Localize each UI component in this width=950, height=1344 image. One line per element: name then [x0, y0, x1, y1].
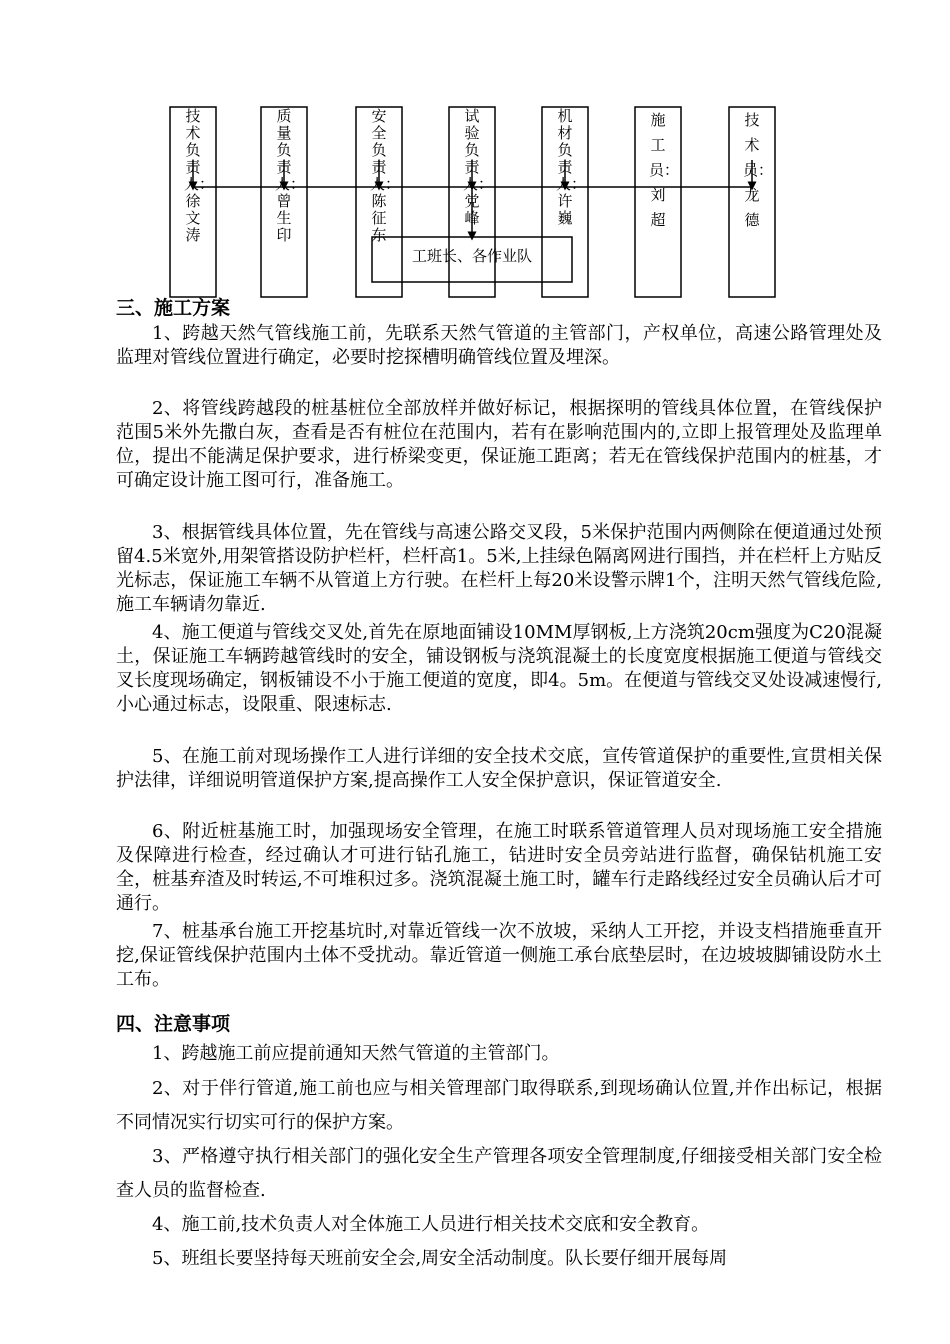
- org-col-name: 党峰: [464, 192, 480, 227]
- org-col-3: 安全负责人：陈征东: [370, 107, 401, 244]
- paragraph: 1、跨越天然气管线施工前，先联系天然气管道的主管部门，产权单位，高速公路管理处及监理对管线位置进行确定，必要时挖探槽明确管线位置及埋深。: [116, 323, 882, 368]
- org-col-5: 机材负责人：许巍: [556, 107, 587, 227]
- paragraph: 7、桩基承台施工开挖基坑时,对靠近管线一次不放坡，采纳人工开挖，并设支档措施垂直开挖,保证管线保护范围内土体不受扰动。靠近管道一侧施工承台底垫层时，在边坡坡脚铺设防水土工布。: [116, 921, 882, 990]
- section-heading-3: 三、施工方案: [116, 297, 231, 319]
- org-col-4: 试验负责人：党峰: [463, 107, 494, 227]
- paragraph: 3、严格遵守执行相关部门的强化安全生产管理各项安全管理制度,仔细接受相关部门安全检查人员的监督检查.: [116, 1146, 882, 1201]
- paragraph: 3、根据管线具体位置，先在管线与高速公路交叉段，5米保护范围内两侧除在便道通过处预留4.5米宽外,用架管搭设防护栏杆，栏杆高1。5米,上挂绿色隔离网进行围挡，并在栏杆上方贴反光标志，保证施工车辆不从管道上方行驶。在栏杆上每20米设警示牌1个，注明天然气管线危险,施工车辆请勿靠近.: [116, 522, 882, 615]
- org-col-6: 施工员：刘超: [649, 111, 680, 229]
- paragraph: 1、跨越施工前应提前通知天然气管道的主管部门。: [152, 1043, 560, 1064]
- paragraph: 2、对于伴行管道,施工前也应与相关管理部门取得联系,到现场确认位置,并作出标记，根据不同情况实行切实可行的保护方案。: [116, 1078, 882, 1133]
- org-col-7: 技术员：龙德: [743, 111, 774, 229]
- org-col-title: 试验负责人: [463, 107, 480, 193]
- org-col-title: 施工员: [649, 111, 666, 179]
- org-col-title: 技术负责人: [184, 107, 201, 193]
- org-col-name: 刘超: [650, 186, 666, 229]
- paragraph: 5、班组长要坚持每天班前安全会,周安全活动制度。队长要仔细开展每周: [152, 1248, 728, 1269]
- paragraph: 4、施工前,技术负责人对全体施工人员进行相关技术交底和安全教育。: [152, 1214, 710, 1235]
- org-col-name: 曾生印: [276, 192, 292, 244]
- paragraph: 5、在施工前对现场操作工人进行详细的安全技术交底，宣传管道保护的重要性,宣贯相关保护法律，详细说明管道保护方案,提高操作工人安全保护意识，保证管道安全.: [116, 746, 882, 791]
- org-team-label: 工班长、各作业队: [411, 247, 532, 265]
- org-col-name: 龙德: [744, 186, 760, 229]
- org-col-title: 机材负责人: [556, 107, 573, 193]
- paragraph: 2、将管线跨越段的桩基桩位全部放样并做好标记，根据探明的管线具体位置，在管线保护范围5米外先撒白灰，查看是否有桩位在范围内，若有在影响范围内的,立即上报管理处及监理单位，提出不能满足保护要求，进行桥梁变更，保证施工距离；若无在管线保护范围内的桩基，才可确定设计施工图可行，准备施工。: [116, 398, 882, 491]
- org-col-title: 技术员: [743, 111, 760, 179]
- org-col-title: 安全负责人: [370, 107, 387, 193]
- org-col-2: 质量负责人：曾生印: [275, 107, 306, 244]
- org-col-title: 质量负责人: [275, 107, 292, 193]
- paragraph: 4、施工便道与管线交叉处,首先在原地面铺设10MM厚钢板,上方浇筑20cm强度为C20混凝土，保证施工车辆跨越管线时的安全，铺设钢板与浇筑混凝土的长度宽度根据施工便道与管线交叉长度现场确定，钢板铺设不小于施工便道的宽度，即4。5m。在便道与管线交叉处设减速慢行, 小心通过标志，设限重、限速标志.: [116, 622, 882, 715]
- org-col-name: 徐文涛: [185, 192, 201, 244]
- org-col-name: 陈征东: [371, 192, 387, 244]
- paragraph: 6、附近桩基施工时，加强现场安全管理，在施工时联系管道管理人员对现场施工安全措施及保障进行检查，经过确认才可进行钻孔施工，钻进时安全员旁站进行监督，确保钻机施工安全，桩基弃渣及时转运,不可堆积过多。浇筑混凝土施工时，罐车行走路线经过安全员确认后才可通行。: [116, 821, 882, 914]
- section-heading-4: 四、注意事项: [116, 1013, 231, 1035]
- org-col-name: 许巍: [557, 192, 573, 227]
- org-col-1: 技术负责人：徐文涛: [184, 107, 215, 244]
